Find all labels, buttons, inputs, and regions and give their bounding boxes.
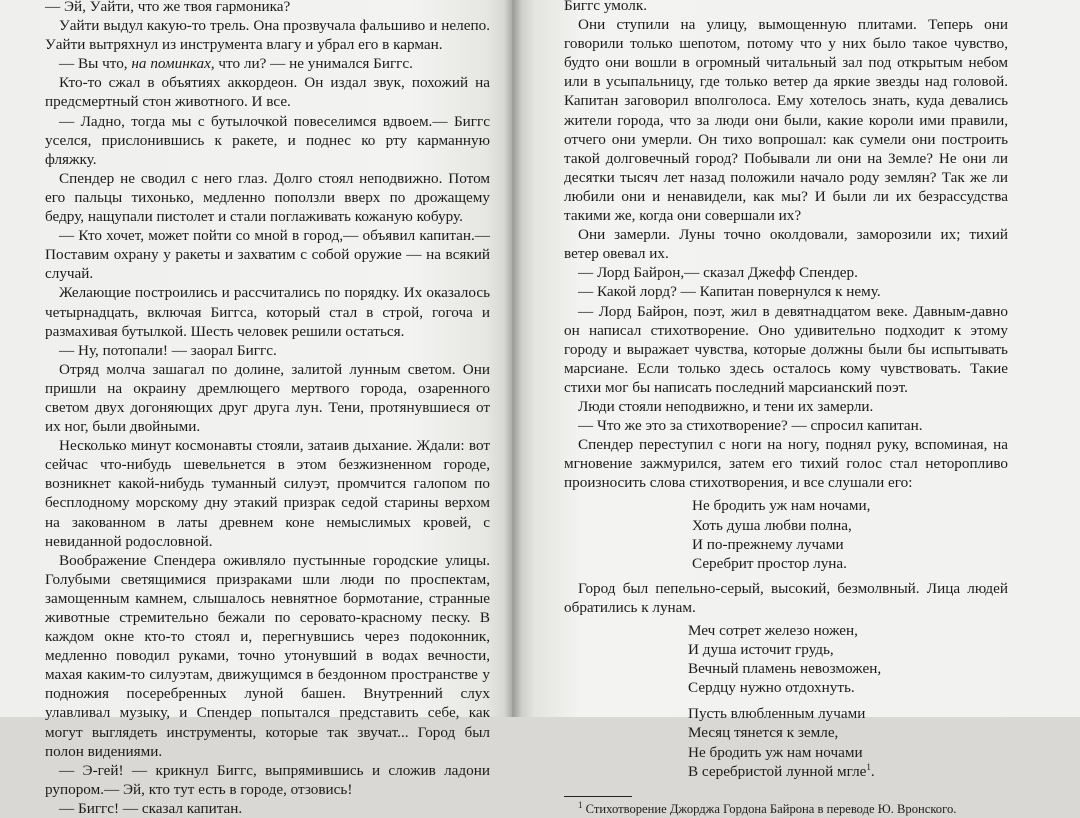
poem-line: Месяц тянется к земле, xyxy=(688,724,839,742)
footnote-text: Стихотворение Джорджа Гордона Байрона в переводе Ю. Вронского. xyxy=(585,801,957,816)
right-page-text xyxy=(564,0,1008,817)
italic-phrase: на поминках xyxy=(131,55,211,73)
paragraph: — Какой лорд? — Капитан повернулся к нему. xyxy=(578,283,881,301)
paragraph: — Что же это за стихотворение? — спросил капитан. xyxy=(578,417,923,435)
footnote-number: 1 xyxy=(578,799,583,810)
paragraph: Воображение Спендера оживляло пустынные городские улицы. Голубыми светящимися призраками шли люди по проспектам, замощенным камнем, слышалось невнятное бормотание, странные животные стремительно бежали по серовато-красному песку. В каждом окне кто-то стоял и, перегнувшись через подоконник, медленно поводил руками, точно утонувший в водах вечности, махая каким-то силуэтам, движущимся в бездонном пространстве у подножия посеребренных луной башен. Внутренний слух улавливал музыку, и Спендер попытался представить себе, как могут выглядеть инструменты, которые так звучат... Город был полон видениями. xyxy=(45,551,490,760)
footnote xyxy=(564,799,1008,817)
paragraph: Они замерли. Луны точно околдовали, заморозили их; тихий ветер овевал их. xyxy=(564,226,1008,263)
paragraph: — Э-гей! — крикнул Биггс, выпрямившись и сложив ладони рупором.— Эй, кто тут есть в городе, отзовись! xyxy=(45,761,490,798)
poem-line: Хоть душа любви полна, xyxy=(692,516,852,534)
paragraph: Уайти выдул какую-то трель. Она прозвучала фальшиво и нелепо. Уайти вытряхнул из инструмента влагу и убрал его в карман. xyxy=(45,17,490,54)
poem-stanza xyxy=(688,704,1008,780)
paragraph: — Лорд Байрон, поэт, жил в девятнадцатом веке. Давным-давно он написал стихотворение. Оно удивительно подходит к этому городу и выражает чувства, которые должны были бы испытывать марсиане. Если только здесь осталось кому чувствовать. Такие стихи мог бы написать последний марсианский поэт. xyxy=(564,302,1008,396)
paragraph: Несколько минут космонавты стояли, затаив дыхание. Ждали: вот сейчас что-нибудь шевельнется в этом безжизненном городе, возникнет какой-нибудь туманный силуэт, промчится галопом по бесплодному морскому дну этакий призрак седой старины верхом на закованном в латы древнем коне немыслимых кровей, с невиданной родословной. xyxy=(45,437,490,550)
poem-line: Вечный пламень невозможен, xyxy=(688,660,882,678)
paragraph: Биггс умолк. xyxy=(564,0,647,14)
paragraph: — Биггс! — сказал капитан. xyxy=(59,799,243,817)
poem-quote-2 xyxy=(688,621,1008,781)
poem-line: Меч сотрет железо ножен, xyxy=(688,622,858,639)
text-run: — Вы что, xyxy=(59,55,132,73)
poem-line: Не бродить уж нам ночами, xyxy=(692,497,871,515)
book-spine-shadow xyxy=(504,0,522,717)
poem-stanza xyxy=(692,496,1008,572)
paragraph: Они ступили на улицу, вымощенную плитами. Теперь они говорили только шепотом, потому что у них было такое чувство, будто они вошли в огромный читальный зал под открытым небом или в усыпальницу, где только ветер да яркие звезды над головой. Капитан заговорил вполголоса. Ему хотелось знать, куда девались жители города, что за люди они были, какие короли ими правили, отчего они умерли. Он тихо вопрошал: как сумели они построить такой долговечный город? Побывали ли они на Земле? Не они ли десятки тысяч лет назад положили начало роду землян? Так же ли любили они и ненавидели, как мы? И были ли их безрассудства такими же, когда они совершали их? xyxy=(564,16,1008,225)
paragraph: Желающие построились и рассчитались по порядку. Их оказалось четырнадцать, включая Биггса, который стал в строй, гогоча и размахивая бутылкой. Шесть человек решили остаться. xyxy=(45,284,490,340)
paragraph: Город был пепельно-серый, высокий, безмолвный. Лица людей обратились к лунам. xyxy=(564,579,1008,616)
left-page-text xyxy=(45,0,490,818)
text-run: , что ли? — не унимался Биггс. xyxy=(210,55,413,73)
poem-line: Серебрит простор луна. xyxy=(692,554,847,572)
paragraph: Кто-то сжал в объятиях аккордеон. Он издал звук, похожий на предсмертный стон животного. И все. xyxy=(45,74,490,111)
paragraph: — Ладно, тогда мы с бутылочкой повеселимся вдвоем.— Биггс уселся, прислонившись к ракете, и поднес ко рту карманную фляжку. xyxy=(45,112,490,168)
poem-line: И по-прежнему лучами xyxy=(692,535,844,553)
paragraph: Спендер переступил с ноги на ногу, поднял руку, вспоминая, на мгновение зажмурился, затем его тихий голос стал неторопливо произносить слова стихотворения, и все слушали его: xyxy=(564,436,1008,492)
poem-quote-1 xyxy=(692,496,1008,572)
paragraph xyxy=(45,54,490,73)
footnote-divider xyxy=(564,796,632,797)
paragraph: Спендер не сводил с него глаз. Долго стоял неподвижно. Потом его пальцы тихонько, медленно поползли вверх по дрожащему бедру, нащупали пистолет и стали поглаживать кожаную кобуру. xyxy=(45,169,490,226)
paragraph: — Ну, потопали! — заорал Биггс. xyxy=(59,341,277,359)
paragraph: Отряд молча зашагал по долине, залитой лунным светом. Они пришли на окраину дремлющего мертвого города, озаренного светом двух догоняющих друг друга лун. Тени, протянувшиеся от их ног, были двойными. xyxy=(45,360,490,436)
paragraph: — Эй, Уайти, что же твоя гармоника? xyxy=(45,0,291,15)
paragraph: — Лорд Байрон,— сказал Джефф Спендер. xyxy=(578,264,858,282)
paragraph: Люди стояли неподвижно, и тени их замерли. xyxy=(578,397,874,415)
paragraph: — Кто хочет, может пойти со мной в город,— объявил капитан.— Поставим охрану у ракеты и захватим с собой оружие — на всякий случай. xyxy=(45,227,490,283)
poem-line: Сердцу нужно отдохнуть. xyxy=(688,679,855,697)
poem-line: В серебристой лунной мгле$^1$. xyxy=(688,761,875,780)
right-book-page xyxy=(512,0,1080,816)
poem-line: И душа источит грудь, xyxy=(688,641,834,659)
poem-line-text: В серебристой лунной мгле xyxy=(688,762,867,780)
left-book-page xyxy=(0,0,512,817)
poem-line: Пусть влюбленным лучами xyxy=(688,705,866,723)
poem-stanza xyxy=(688,621,1008,697)
footnote-marker: 1 xyxy=(866,761,871,772)
poem-line: Не бродить уж нам ночами xyxy=(688,743,863,761)
